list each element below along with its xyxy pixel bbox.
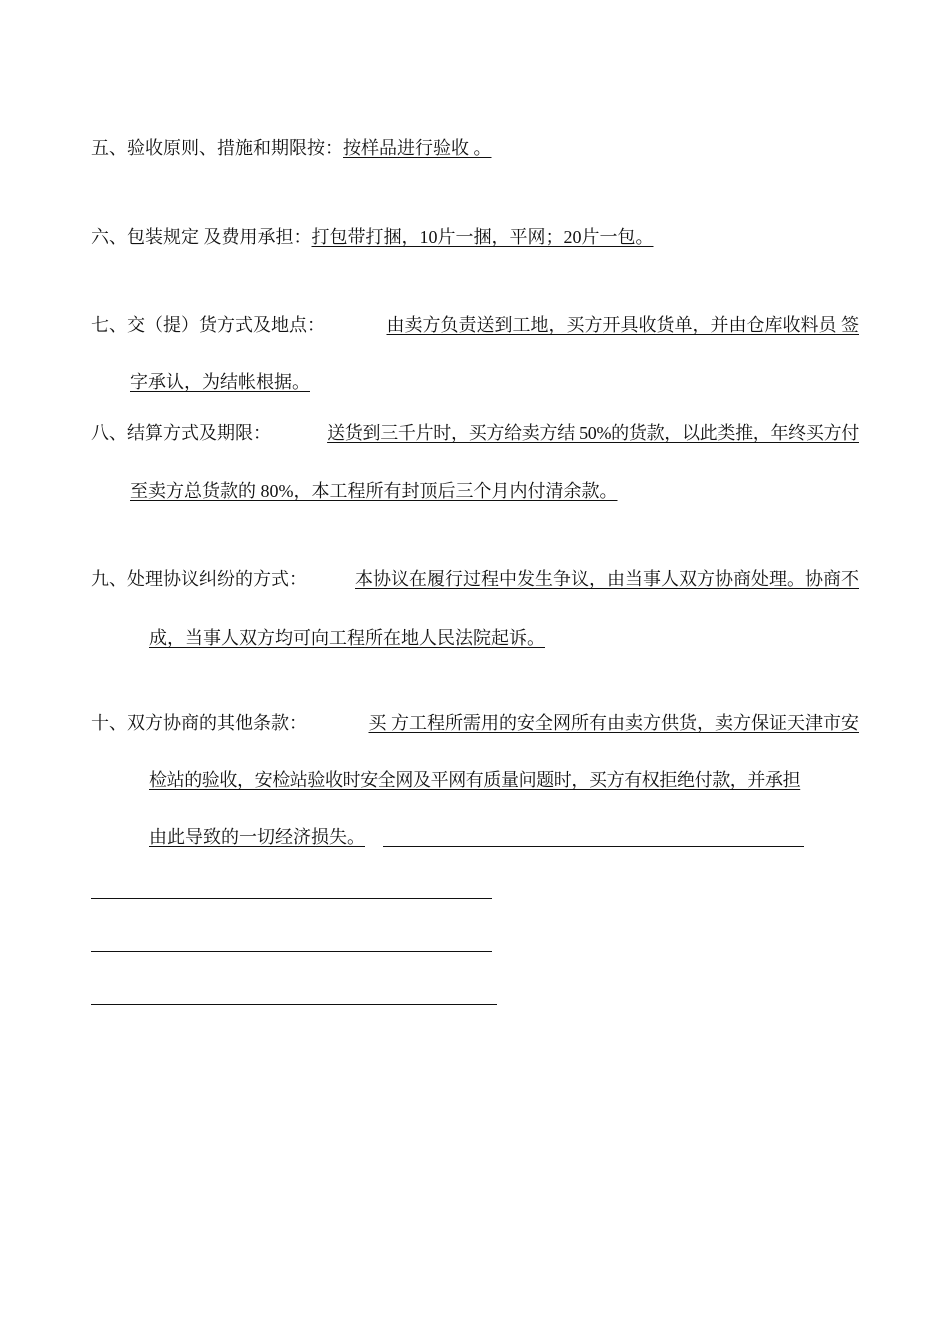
clause-9-continuation: [149, 626, 545, 650]
clause-10-text-line3: 由此导致的一切经济损失。: [149, 827, 365, 847]
blank-line-3: [91, 1004, 497, 1005]
clause-6: [91, 225, 654, 249]
clause-5-label: 五、验收原则、措施和期限按：: [91, 138, 343, 158]
clause-7-continuation: [130, 370, 310, 394]
clause-7: [91, 313, 859, 337]
clause-9: [91, 567, 859, 591]
clause-8-label: 八、结算方式及期限：: [91, 423, 271, 443]
clause-9-text-line1: 本协议在履行过程中发生争议，由当事人双方协商处理。协商不: [355, 569, 859, 589]
clause-6-text: 打包带打捆，10片一捆，平网；20片一包。: [311, 227, 654, 247]
clause-10-continuation-1: [149, 768, 859, 792]
clause-10-text-line1: 买 方工程所需用的安全网所有由卖方供货，卖方保证天津市安: [368, 713, 859, 733]
clause-8-continuation: [130, 479, 618, 503]
clause-10-label: 十、双方协商的其他条款：: [91, 713, 307, 733]
blank-line-2: [91, 951, 492, 952]
clause-7-text-line2: 字承认，为结帐根据。: [130, 372, 310, 392]
clause-10-continuation-2: [149, 825, 365, 849]
clause-9-label: 九、处理协议纠纷的方式：: [91, 569, 307, 589]
clause-5: [91, 136, 492, 160]
clause-6-label: 六、包装规定 及费用承担：: [91, 227, 312, 247]
clause-7-text-line1: 由卖方负责送到工地，买方开具收货单，并由仓库收料员 签: [386, 315, 859, 335]
clause-10: [91, 711, 859, 735]
clause-10-trailing-underline: [383, 846, 804, 847]
clause-10-text-line2: 检站的验收，安检站验收时安全网及平网有质量问题时，买方有权拒绝付款，并承担: [149, 770, 801, 790]
blank-line-1: [91, 898, 492, 899]
clause-8: [91, 421, 859, 445]
clause-7-label: 七、交（提）货方式及地点：: [91, 315, 325, 335]
clause-8-text-line1: 送货到三千片时，买方给卖方结 50%的货款，以此类推，年终买方付: [327, 423, 859, 443]
clause-5-text: 按样品进行验收 。: [343, 138, 492, 158]
clause-8-text-line2: 至卖方总货款的 80%，本工程所有封顶后三个月内付清余款。: [130, 481, 618, 501]
clause-9-text-line2: 成，当事人双方均可向工程所在地人民法院起诉。: [149, 628, 545, 648]
